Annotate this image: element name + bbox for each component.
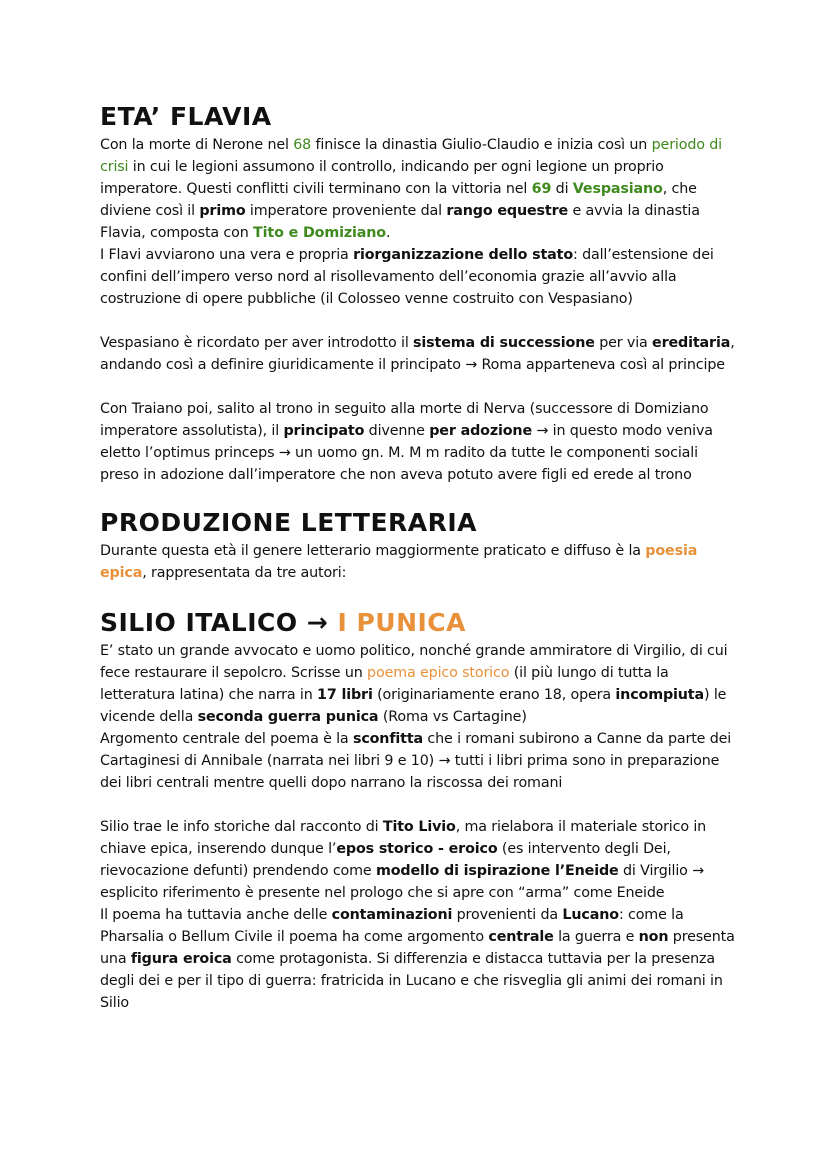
paragraph-poesia-epica: Durante questa età il genere letterario maggiormente praticato e diffuso è la poesia epica, rappresentata da tre autori:: [100, 543, 698, 581]
highlight-68: 68: [293, 137, 312, 153]
highlight-poema-epico-storico: poema epico storico: [367, 665, 510, 681]
highlight-periodo-crisi: periodo di crisi: [100, 137, 723, 175]
paragraph-flavi: I Flavi avviarono una vera e propria riorganizzazione dello stato: dall’estensione dei confini dell’impero verso nord al risollevamento dell’economia grazie all’avvio alla costruzione di opere pubbliche (il Colosseo venne costruito con Vespasiano): [100, 247, 714, 307]
document-page: [100, 100, 740, 1014]
highlight-69: 69: [531, 181, 552, 197]
heading-silio-italico: SILIO ITALICO → I PUNICA: [100, 608, 467, 637]
highlight-tito-domiziano: Tito e Domiziano: [253, 225, 386, 241]
paragraph-fonti: Silio trae le info storiche dal racconto di Tito Livio, ma rielabora il materiale storico in chiave epica, inserendo dunque l’epos storico - eroico (es intervento degli Dei, rievocazione defunti) prendendo come modello di ispirazione l’Eneide di Virgilio → esplicito riferimento è presente nel prologo che si apre con “arma” come Eneide: [100, 819, 707, 901]
heading-eta-flavia: ETA’ FLAVIA: [100, 102, 272, 131]
highlight-vespasiano: Vespasiano: [572, 181, 663, 197]
paragraph-silio-bio: E’ stato un grande avvocato e uomo politico, nonché grande ammiratore di Virgilio, di cui fece restaurare il sepolcro. Scrisse un poema epico storico (il più lungo di tutta la letteratura latina) che narra in 17 libri (originariamente erano 18, opera incompiuta) le vicende della seconda guerra punica (Roma vs Cartagine): [100, 643, 728, 725]
paragraph-successione: Vespasiano è ricordato per aver introdotto il sistema di successione per via ereditaria, andando così a definire giuridicamente il principato → Roma apparteneva così al principe: [100, 335, 735, 373]
highlight-poesia-epica: poesia epica: [100, 543, 698, 581]
paragraph-contaminazioni: Il poema ha tuttavia anche delle contaminazioni provenienti da Lucano: come la Pharsalia o Bellum Civile il poema ha come argomento centrale la guerra e non presenta una figura eroica come protagonista. Si differenzia e distacca tuttavia per la presenza degli dei e per il tipo di guerra: fratricida in Lucano e che risveglia gli animi dei romani in Silio: [100, 907, 735, 1011]
heading-i-punica: I PUNICA: [337, 608, 467, 637]
heading-produzione-letteraria: PRODUZIONE LETTERARIA: [100, 508, 478, 537]
paragraph-nerone: Con la morte di Nerone nel 68 finisce la dinastia Giulio-Claudio e inizia così un periodo di crisi in cui le legioni assumono il controllo, indicando per ogni legione un proprio imperatore. Questi conflitti civili terminano con la vittoria nel 69 di Vespasiano, che diviene così il primo imperatore proveniente dal rango equestre e avvia la dinastia Flavia, composta con Tito e Domiziano.: [100, 137, 723, 241]
paragraph-argomento: Argomento centrale del poema è la sconfitta che i romani subirono a Canne da parte dei Cartaginesi di Annibale (narrata nei libri 9 e 10) → tutti i libri prima sono in preparazione dei libri centrali mentre quelli dopo narrano la riscossa dei romani: [100, 731, 732, 791]
paragraph-traiano: Con Traiano poi, salito al trono in seguito alla morte di Nerva (successore di Domiziano imperatore assolutista), il principato divenne per adozione → in questo modo veniva eletto l’optimus princeps → un uomo gn. M. M m radito da tutte le componenti sociali preso in adozione dall’imperatore che non aveva potuto avere figli ed erede al trono: [100, 401, 713, 483]
